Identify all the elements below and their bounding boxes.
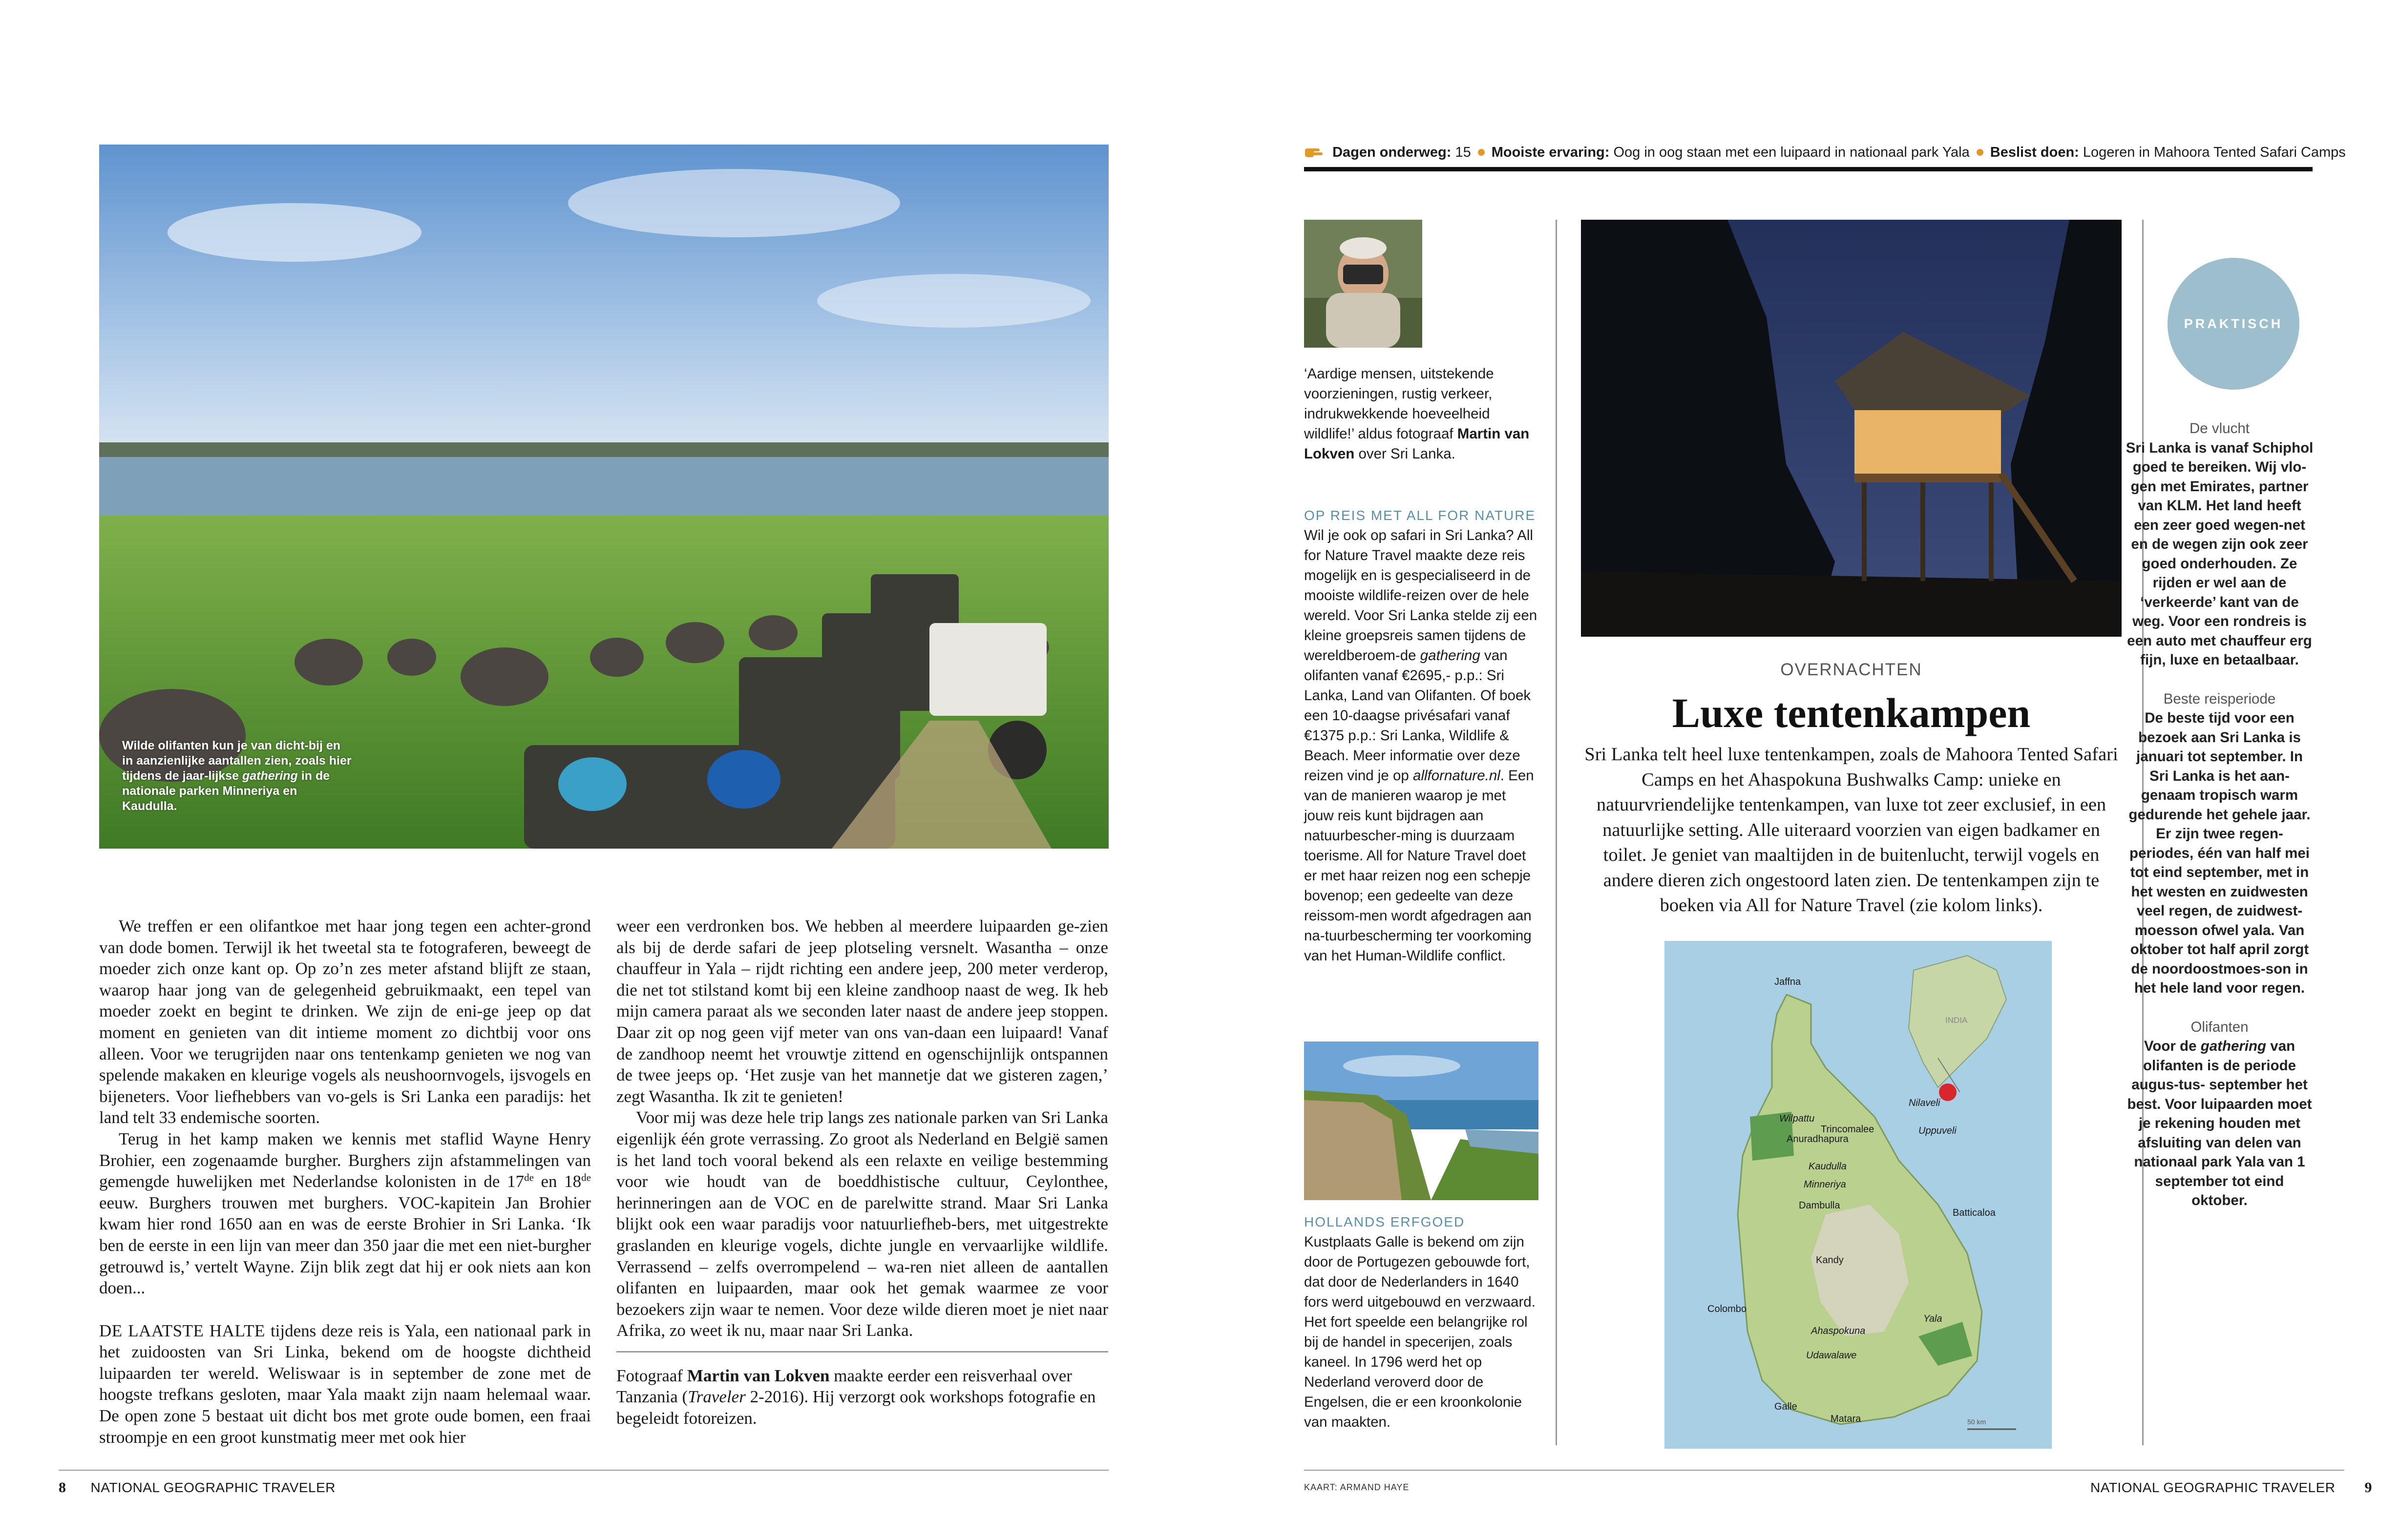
map-label-matara: Matara (1831, 1414, 1861, 1424)
section-kicker: OVERNACHTEN (1780, 660, 1922, 679)
praktisch-badge: PRAKTISCH (2168, 258, 2299, 390)
footer-rule-right (1304, 1470, 2344, 1471)
map-label-yala: Yala (1923, 1313, 1942, 1324)
praktisch-text: Sri Lanka is vanaf Schiphol goed te bereiken. Wij vlo-gen met Emirates, partner van KLM. Het land heeft een zeer goed wegen-net en de wegen zijn ook zeer goed onderhouden. Ze rijden er wel aan de ‘verkeerde’ kant van de weg. Voor een rondreis is een auto met chauffeur erg fijn, luxe en betaalbaar. (2126, 439, 2314, 668)
nature-travel-text: Wil je ook op safari in Sri Lanka? All for Nature Travel maakte deze reis mogelijk en is gespecialiseerd in de mooiste wildlife-reizen over de hele wereld. Voor Sri Lanka stelde zij een kleine groepsreis samen tijdens de wereldberoem-de gathering van olifanten vanaf €2695,- p.p.: Sri Lanka, Land van Olifanten. Of boek een 10-daagse privésafari vanaf €1375 p.p.: Sri Lanka, Wildlife & Beach. Meer informatie over deze reizen vind je op allfornature.nl. Een van de manieren waarop je met jouw reis kunt bijdragen aan natuurbescher-ming is duurzaam toerisme. All for Nature Travel doet er met haar reizen nog een schepje bovenop; een gedeelte van deze reissom-men wordt afgedragen aan na-tuurbescherming ter voorkoming van het Human-Wildlife conflict. (1304, 527, 1537, 964)
article-paragraph: weer een verdronken bos. We hebben al meerdere luipaarden ge-zien als bij de derde safari de jeep plotseling versnelt. Wasantha – onze chauffeur in Yala – rijdt richting een andere jeep, 200 meter verderop, die net tot stilstand komt bij een kleine zandhoop naast de weg. Ik heb mijn camera paraat als we seconden later naast de andere jeep stoppen. Daar zit op nog geen vijf meter van ons van-daan een luipaard! Vanaf de zandhoop neemt het vrouwtje zittend en ogenschijnlijk ontspannen de twee jeeps op. ‘Het zusje van het mannetje dat we gisteren zagen,’ zegt Wasantha. Ik zit te genieten! (616, 916, 1108, 1106)
tented-camp-photo (1581, 220, 2122, 637)
article-column-2 (616, 916, 1108, 1429)
map-label-uppuveli: Uppuveli (1918, 1125, 1957, 1136)
praktisch-text: De beste tijd voor een bezoek aan Sri Lanka is januari tot september. In Sri Lanka is het aan-genaam tropisch warm gedurende het gehele jaar. Er zijn twee regen-periodes, één van half mei tot eind september, met in het westen en zuidwesten veel regen, de zuidwest-moesson ofwel yala. Van oktober tot half april zorgt de noordoostmoes-son in het hele land voor regen. (2128, 710, 2311, 996)
article-paragraph: Terug in het kamp maken we kennis met staflid Wayne Henry Brohier, een zogenaamde burgher. Burghers zijn afstammelingen van gemengde huwelijken met Nederlandse kolonisten in de 17de en 18de eeuw. Burghers trouwen met burghers. VOC-kapitein Jan Brohier kwam hier rond 1650 aan en was de eerste Brohier in Sri Lanka. ‘Ik ben de eerste in een lijn van meer dan 350 jaar die met een niet-burgher getrouwd is,’ vertelt Wayne. Zijn blik zegt dat hij er ook niets aan kon doen... (99, 1129, 591, 1298)
galle-fort-photo (1304, 1041, 1538, 1200)
map-label-kandy: Kandy (1816, 1255, 1844, 1266)
article-paragraph: DE LAATSTE HALTE tijdens deze reis is Yala, een nationaal park in het zuidoosten van Sri Linka, bekend om de hoogste dichtheid luipaarden ter wereld. Weliswaar is in september de zone met de hoogste trefkans gesloten, maar Yala maakt zijn naam helemaal waar. De open zone 5 bestaat uit dicht bos met grote oude bomen, een fraai stroompje en een groot kunstmatig meer met ook hier (99, 1321, 591, 1447)
article-paragraph: We treffen er een olifantkoe met haar jong tegen een achter-grond van dode bomen. Terwijl ik het tweetal sta te fotograferen, beweegt de moeder zich onze kant op. Op zo’n zes meter afstand blijft ze staan, waarop haar jong van de gelegenheid gebruikmaakt, een tepel van moeder zoekt en begint te drinken. We zijn de eni-ge jeep op dat moment en genieten van dit intieme moment zo dichtbij voor ons alleen. Voor we terugrijden naar ons tentenkamp genieten we nog van spelende makaken en kleurige vogels als neushoornvogels, ijsvogels en bijeneters. Voor liefhebbers van vo-gels is Sri Lanka een paradijs: het land telt 33 endemische soorten. (99, 916, 591, 1127)
map-label-ahaspokuna: Ahaspokuna (1811, 1326, 1866, 1336)
article-column-1 (99, 916, 591, 1448)
map-label-wilpattu: Wilpattu (1779, 1113, 1815, 1124)
map-label-kaudulla: Kaudulla (1809, 1161, 1847, 1172)
map-label-minneriya: Minneriya (1804, 1179, 1846, 1190)
map-label-anuradhapura: Anuradhapura (1787, 1134, 1849, 1145)
bullet-dot (1977, 149, 1983, 156)
nature-travel-label: OP REIS MET ALL FOR NATURE (1304, 508, 1536, 523)
heritage-label: HOLLANDS ERFGOED (1304, 1214, 1465, 1229)
map-label-galle: Galle (1774, 1401, 1797, 1412)
map-label-trincomalee: Trincomalee (1821, 1124, 1874, 1135)
fact-bar: Dagen onderweg: 15 Mooiste ervaring: Oog in oog staan met een luipaard in nationaal park Yala Beslist doen: Logeren in Mahoora Tented Safari Camps (1304, 143, 2313, 167)
credit-divider (616, 1351, 1108, 1353)
praktisch-text: Voor de gathering van olifanten is de periode augus-tus- september het best. Voor luipaarden moet je rekening houden met afsluiting van delen van nationaal park Yala van 1 september tot eind oktober. (2127, 1038, 2312, 1208)
article-paragraph: Voor mij was deze hele trip langs zes nationale parken van Sri Lanka eigenlijk één grote verrassing. Zo groot als Nederland en België samen is het land toch vooral bekend als een relaxte en veilige bestemming voor wie houdt van de boeddhistische cultuur, Ceylonthee, herinneringen aan de VOC en de parelwitte strand. Maar Sri Lanka blijkt ook een waar paradijs voor natuurliefheb-bers, met uitgestrekte graslanden en kleurige vogels, dichte jungle en vervaarlijke wildlife. Verrassend – zelfs overrompelend – wa-ren niet alleen de aantallen olifanten en luipaarden, maar ook het gemak waarmee ze voor bezoekers zijn waar te nemen. Voor deze wilde dieren moet je niet naar Afrika, zo weet ik nu, maar naar Sri Lanka. (616, 1108, 1108, 1340)
photographer-caption: ‘Aardige mensen, uitstekende voorzieningen, rustig verkeer, indrukwekkende hoeveelheid wildlife!’ aldus fotograaf Martin van Lokven over Sri Lanka. (1304, 366, 1530, 462)
map-credit: KAART: ARMAND HAYE (1304, 1482, 1410, 1492)
photographer-portrait (1304, 220, 1422, 348)
map-label-nilaveli: Nilaveli (1909, 1098, 1940, 1108)
map-label-dambulla: Dambulla (1799, 1200, 1840, 1211)
pointing-hand-icon (1304, 145, 1332, 160)
heritage-box (1304, 1212, 1538, 1432)
praktisch-info (2126, 419, 2314, 1210)
photographer-credit: Fotograaf Martin van Lokven maakte eerder een reisverhaal over Tanzania (Traveler 2-2016). Hij verzorgt ook workshops fotografie en begeleidt fotoreizen. (616, 1366, 1096, 1428)
page-number: 8 (59, 1479, 66, 1496)
page-number: 9 (2364, 1479, 2373, 1496)
map-label-udawalawe: Udawalawe (1806, 1350, 1857, 1361)
section-intro: Sri Lanka telt heel luxe tentenkampen, zoals de Mahoora Tented Safari Camps en het Ahaspokuna Bushwalks Camp: unieke en natuurvriendelijke tentenkampen, van luxe tot zeer exclusief, in een natuurlijke setting. Alle uiteraard voorzien van eigen badkamer en toilet. Je geniet van maaltijden in de buitenlucht, terwijl vogels en andere dieren zich ongestoord laten zien. De tentenkampen zijn te boeken via All for Nature Travel (zie kolom links). (1584, 744, 2118, 916)
map-label-colombo: Colombo (1707, 1304, 1747, 1314)
map-scale-label: 50 km (1967, 1418, 1986, 1426)
map-sri-lanka-marker (1939, 1083, 1957, 1101)
section-headline: Luxe tentenkampen (1672, 689, 2031, 736)
column-divider (1556, 220, 1557, 1445)
section-lead-in: DE LAATSTE HALTE (99, 1321, 265, 1340)
praktisch-heading: Beste reisperiode (2163, 690, 2276, 707)
folio-left (59, 1479, 336, 1496)
folio-right (2090, 1479, 2372, 1496)
praktisch-heading: De vlucht (2189, 420, 2250, 437)
fact-bar-rule (1304, 167, 2313, 171)
footer-rule-left (59, 1470, 1109, 1471)
magazine-name: NATIONAL GEOGRAPHIC TRAVELER (2090, 1480, 2336, 1495)
heritage-text: Kustplaats Galle is bekend om zijn door de Portugezen gebouwde fort, dat door de Nederlanders in 1640 fors werd uitgebouwd en verzwaard. Het fort speelde een belangrijke rol bij de handel in specerijen, zoals kaneel. In 1796 werd het op Nederland veroverd door de Engelsen, die er een kroonkolonie van maakten. (1304, 1234, 1536, 1430)
map-label-batticaloa: Batticaloa (1953, 1207, 1996, 1218)
praktisch-heading: Olifanten (2190, 1019, 2249, 1035)
hero-photo-caption: Wilde olifanten kun je van dicht-bij en in aanzienlijke aantallen zien, zoals hier tijdens de jaar-lijkse gathering in de nationale parken Minneriya en Kaudulla. (122, 739, 352, 813)
map-label-jaffna: Jaffna (1774, 977, 1801, 987)
sri-lanka-map (1664, 941, 2052, 1449)
nature-travel-box (1304, 505, 1538, 966)
bullet-dot (1478, 149, 1485, 156)
magazine-name: NATIONAL GEOGRAPHIC TRAVELER (90, 1480, 336, 1495)
map-label-india: INDIA (1945, 1016, 1968, 1025)
